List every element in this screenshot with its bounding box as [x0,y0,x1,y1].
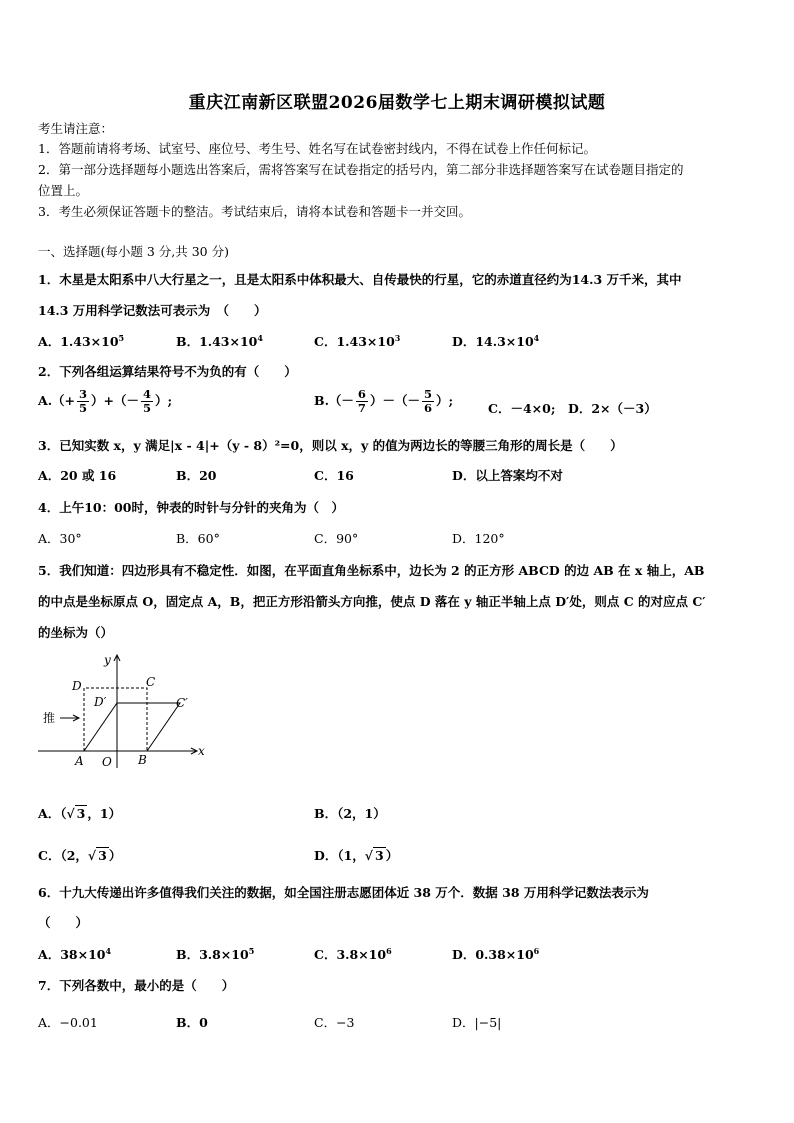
notice-item-2: 2．第一部分选择题每小题选出答案后，需将答案写在试卷指定的括号内，第二部分非选择题答案写在试卷题目指定的 [38,162,684,177]
label-d: D [72,679,82,693]
q6-option-d[interactable]: D．$0.38\times 10^6$ [452,946,540,962]
label-d-prime: D′ [94,695,107,709]
q5-option-b[interactable]: B．（2，1） [314,806,386,821]
q6-option-b[interactable]: B．$3.8\times 10^5$ [176,946,255,962]
q2-stem: 2．下列各组运算结果符号不为负的有（ ） [38,364,297,379]
q2-option-a[interactable]: A.（+ $\frac{3}{5}$ ）+（－ $\frac{4}{5}$ ）; [38,387,173,415]
q2-option-c[interactable]: C．－4×0; [488,401,556,416]
q3-option-d[interactable]: D．以上答案均不对 [452,468,563,483]
q6-stem-line2: （ ） [38,915,89,930]
label-b: B [138,753,147,767]
q5-stem-line3: 的坐标为（） [38,625,114,640]
label-o: O [102,755,112,769]
q5-stem-line1: 5．我们知道：四边形具有不稳定性．如图，在平面直角坐标系中，边长为 2 的正方形 ABCD 的边 AB 在 x 轴上，AB [38,563,705,578]
q6-option-a[interactable]: A．$38\times 10^4$ [38,946,112,962]
q1-option-b[interactable]: B．$1.43\times 10^4$ [176,333,263,349]
label-x: x [198,744,205,758]
page-title: 重庆江南新区联盟2026届数学七上期末调研模拟试题 [188,93,606,113]
q6-stem-line1: 6．十九大传递出许多值得我们关注的数据，如全国注册志愿团体近 38 万个．数据 38 万用科学记数法表示为 [38,885,649,900]
q3-option-b[interactable]: B．20 [176,468,217,483]
label-c-prime: C′ [176,696,188,710]
q5-figure [36,650,216,772]
q6-option-c[interactable]: C．$3.8\times 10^6$ [314,946,392,962]
q1-option-c[interactable]: C．$1.43\times 10^3$ [314,333,401,349]
q7-option-b[interactable]: B．0 [176,1015,208,1030]
parallelogram-abc-prime-d-prime [84,703,180,751]
q1-stem-line1: 1．木星是太阳系中八大行星之一，且是太阳系中体积最大、自传最快的行星，它的赤道直径约为14.3 万千米，其中 [38,272,682,287]
q4-option-d[interactable]: D．120° [452,531,505,546]
q4-option-b[interactable]: B．60° [176,531,220,546]
q7-option-a[interactable]: A．−0.01 [38,1015,98,1030]
q3-option-c[interactable]: C．16 [314,468,354,483]
notice-heading: 考生请注意： [38,121,114,136]
q4-stem: 4．上午10：00时，钟表的时针与分针的夹角为（ ） [38,500,344,515]
q4-option-c[interactable]: C．90° [314,531,359,546]
section-heading: 一、选择题(每小题 3 分,共 30 分) [38,244,229,259]
q4-option-a[interactable]: A．30° [38,531,82,546]
q7-option-d[interactable]: D．|−5| [452,1015,502,1030]
notice-item-3: 3．考生必须保证答题卡的整洁。考试结束后，请将本试卷和答题卡一并交回。 [38,204,471,219]
q2-option-b[interactable]: B.（－ $\frac{6}{7}$ ）－（－ $\frac{5}{6}$ ）; [314,387,454,415]
notice-item-1: 1．答题前请将考场、试室号、座位号、考生号、姓名写在试卷密封线内，不得在试卷上作任何标记。 [38,141,596,156]
label-push: 推 [43,711,56,725]
label-c: C [146,675,156,689]
q7-stem: 7．下列各数中，最小的是（ ） [38,978,235,993]
q1-option-a[interactable]: A．$1.43\times 10^5$ [38,333,125,349]
q5-option-c[interactable]: C．（2，√ 3 ） [38,848,122,863]
q7-option-c[interactable]: C．−3 [314,1015,355,1030]
q1-stem-line2: 14.3 万用科学记数法可表示为 （ ） [38,303,267,318]
label-a: A [75,754,84,768]
q1-option-d[interactable]: D．$14.3\times 10^4$ [452,333,540,349]
q5-stem-line2: 的中点是坐标原点 O，固定点 A，B，把正方形沿箭头方向推，使点 D 落在 y 轴正半轴上点 D′处，则点 C 的对应点 C′ [38,594,706,609]
q2-option-d[interactable]: D．2×（－3） [568,401,657,416]
q3-stem: 3．已知实数 x，y 满足|x - 4|+（y - 8）²=0，则以 x，y 的值为两边长的等腰三角形的周长是（ ） [38,438,623,453]
q5-option-d[interactable]: D．（1，√ 3 ） [314,848,399,863]
q5-option-a[interactable]: A．（√ 3 ，1） [38,806,122,821]
notice-item-2-cont: 位置上。 [38,183,89,198]
label-y: y [104,653,111,667]
q3-option-a[interactable]: A．20 或 16 [38,468,117,483]
